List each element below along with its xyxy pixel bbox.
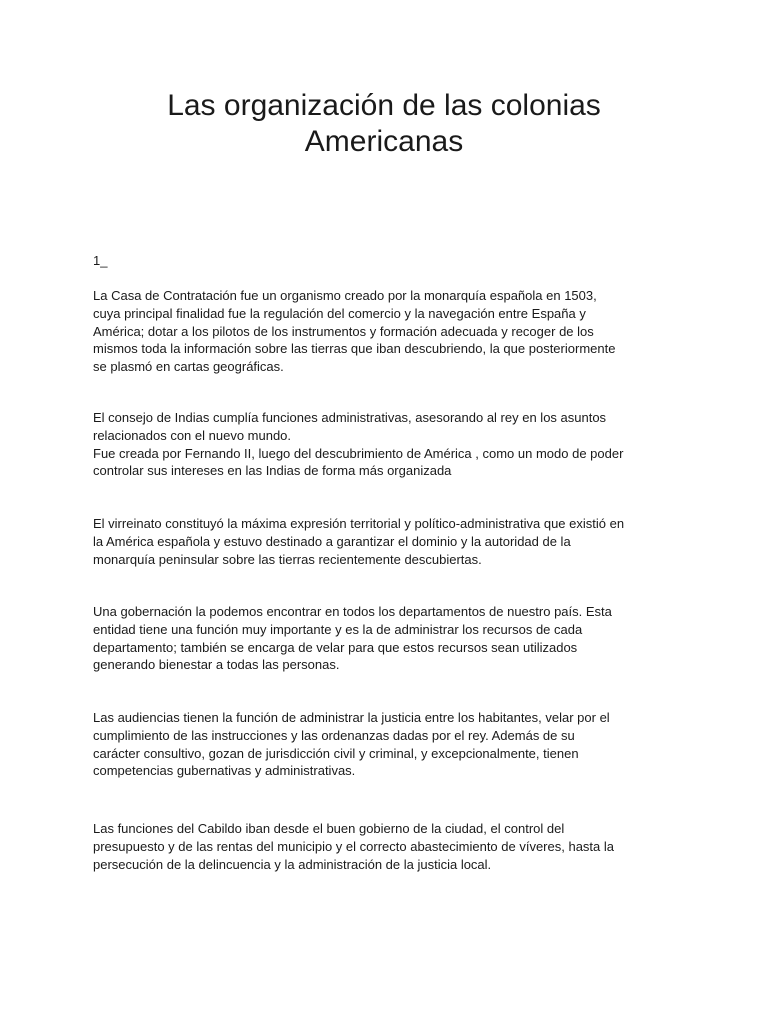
paragraph-casa-contratacion [93,287,693,376]
text-line: El virreinato constituyó la máxima expresión territorial y político-administrativa que existió en [93,516,625,531]
title-line: Americanas [304,125,464,158]
text-line: Una gobernación la podemos encontrar en todos los departamentos de nuestro país. Esta [93,604,612,619]
text-line: monarquía peninsular sobre las tierras recientemente descubiertas. [93,551,482,567]
paragraph-audiencias [93,709,693,780]
text-line: Las audiencias tienen la función de administrar la justicia entre los habitantes, velar por el [93,710,610,725]
text-line: generando bienestar a todas las personas. [93,657,340,673]
text-line: América; dotar a los pilotos de los instrumentos y formación adecuada y recoger de los [93,323,594,339]
paragraph-cabildo [93,820,693,873]
text-line: se plasmó en cartas geográficas. [93,359,284,375]
text-line: La Casa de Contratación fue un organismo creado por la monarquía española en 1503, [93,288,597,303]
document-title [0,88,768,160]
text-line: El consejo de Indias cumplía funciones administrativas, asesorando al rey en los asuntos [93,410,607,425]
text-line: Las funciones del Cabildo iban desde el buen gobierno de la ciudad, el control del [93,821,565,836]
text-line: presupuesto y de las rentas del municipio y el correcto abastecimiento de víveres, hasta la [93,838,614,854]
text-line: cuya principal finalidad fue la regulación del comercio y la navegación entre España y [93,305,586,321]
paragraph-virreinato [93,515,693,568]
text-line: departamento; también se encarga de velar para que estos recursos sean utilizados [93,639,578,655]
text-line: relacionados con el nuevo mundo. [93,427,292,443]
text-line: persecución de la delincuencia y la administración de la justicia local. [93,856,492,872]
text-line: competencias gubernativas y administrativas. [93,763,356,779]
text-line: cumplimiento de las instrucciones y las ordenanzas dadas por el rey. Además de su [93,727,575,743]
text-line: Fue creada por Fernando II, luego del descubrimiento de América , como un modo de poder [93,445,624,461]
text-line: controlar sus intereses en las Indias de forma más organizada [93,463,452,479]
text-line: entidad tiene una función muy importante y es la de administrar los recursos de cada [93,621,583,637]
text-line: mismos toda la información sobre las tierras que iban descubriendo, la que posteriormente [93,341,616,357]
title-line: Las organización de las colonias [167,89,601,122]
section-number: 1_ [93,253,108,268]
text-line: la América española y estuvo destinado a garantizar el dominio y la autoridad de la [93,533,571,549]
paragraph-gobernacion [93,603,693,674]
text-line: carácter consultivo, gozan de jurisdicción civil y criminal, y excepcionalmente, tienen [93,745,579,761]
paragraph-consejo-indias [93,409,693,480]
